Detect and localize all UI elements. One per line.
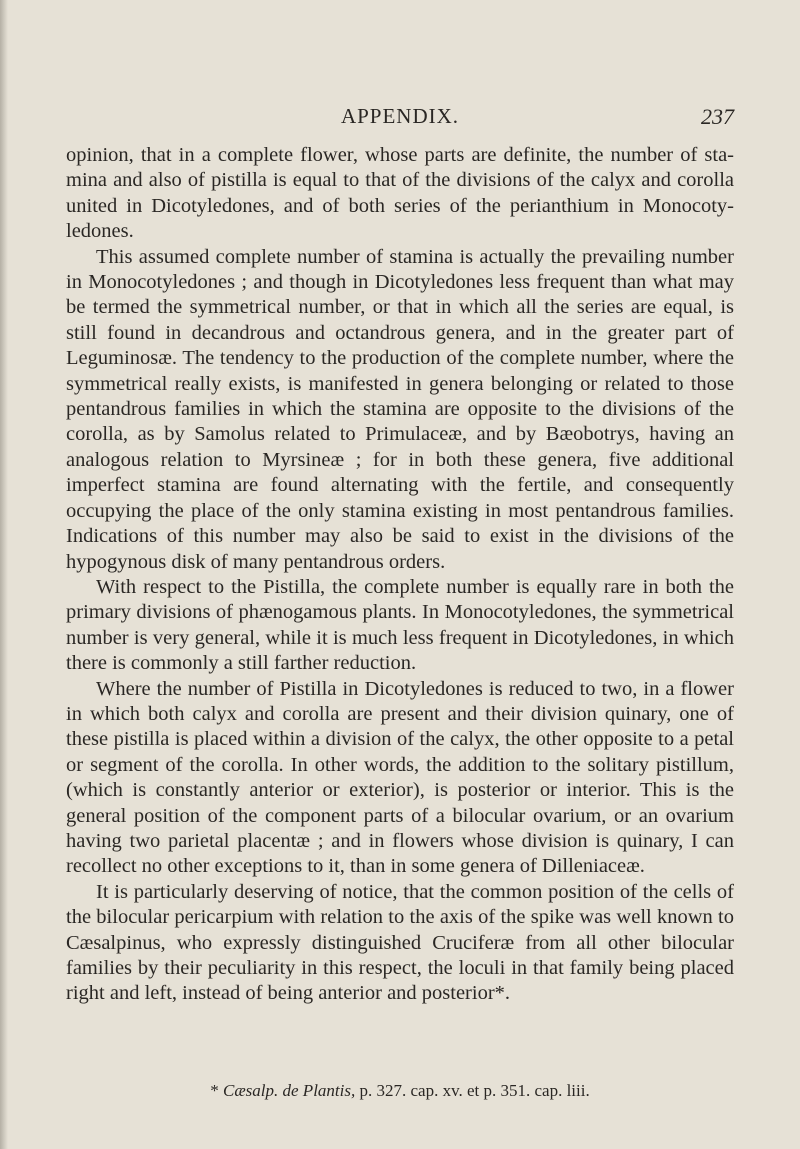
body-text: [66, 143, 734, 1007]
paragraph: This assumed complete number of stamina is actually the prevailing number in Monocotyledones ; and though in Dicotyledones less frequent than what may be termed the symmetrical number, or that in which all the series are equal, is still found in decandrous and octandrous genera, and in the greater part of Leguminosæ. The tendency to the production of the complete number, where the symmetrical really exists, is manifested in genera belonging or related to those pentandrous families in which the stamina are opposite to the divisions of the corolla, as by Samolus related to Primulaceæ, and by Bæobotrys, having an analogous relation to Myrsineæ ; for in both these genera, five additional imperfect stamina are found alternating with the fertile, and consequently occupying the place of the only stamina existing in most pentandrous families. Indications of this number may also be said to exist in the divisions of the hypogynous disk of many pentandrous orders.: [66, 245, 734, 573]
footnote-work-title: Cæsalp. de Plantis,: [223, 1081, 356, 1100]
paragraph: It is particularly deserving of notice, that the common position of the cells of the bilocular pericarpium with relation to the axis of the spike was well known to Cæsalpinus, who expressly distinguished Cruciferæ from all other bilocular families by their peculiarity in this respect, the loculi in that family being placed right and left, instead of being anterior and posterior*.: [66, 880, 734, 1005]
page-header: [66, 104, 734, 134]
footnote: [66, 1081, 734, 1101]
footnote-citation: p. 327. cap. xv. et p. 351. cap. liii.: [355, 1081, 590, 1100]
page-number: 237: [701, 104, 734, 129]
paragraph: opinion, that in a complete flower, whose parts are definite, the number of stamina and also of pistilla is equal to that of the divisions of the calyx and corolla united in Dicotyledones, and of both series of the perianthium in Monocotyledones.: [66, 144, 734, 243]
page-gutter-shadow: [0, 0, 8, 1149]
footnote-marker: *: [210, 1081, 223, 1100]
paragraph: Where the number of Pistilla in Dicotyledones is reduced to two, in a flower in which both calyx and corolla are present and their division quinary, one of these pistilla is placed within a division of the calyx, the other opposite to a petal or segment of the corolla. In other words, the addition to the solitary pistillum, (which is constantly anterior or exterior), is posterior or interior. This is the general position of the component parts of a bilocular ovarium, or an ovarium having two parietal placentæ ; and in flowers whose division is quinary, I can recollect no other exceptions to it, than in some genera of Dilleniaceæ.: [66, 677, 734, 878]
running-head: APPENDIX.: [340, 104, 460, 128]
paragraph: With respect to the Pistilla, the complete number is equally rare in both the primary divisions of phænogamous plants. In Monocotyledones, the symmetrical number is very general, while it is much less frequent in Dicotyledones, in which there is commonly a still farther reduction.: [66, 575, 734, 675]
